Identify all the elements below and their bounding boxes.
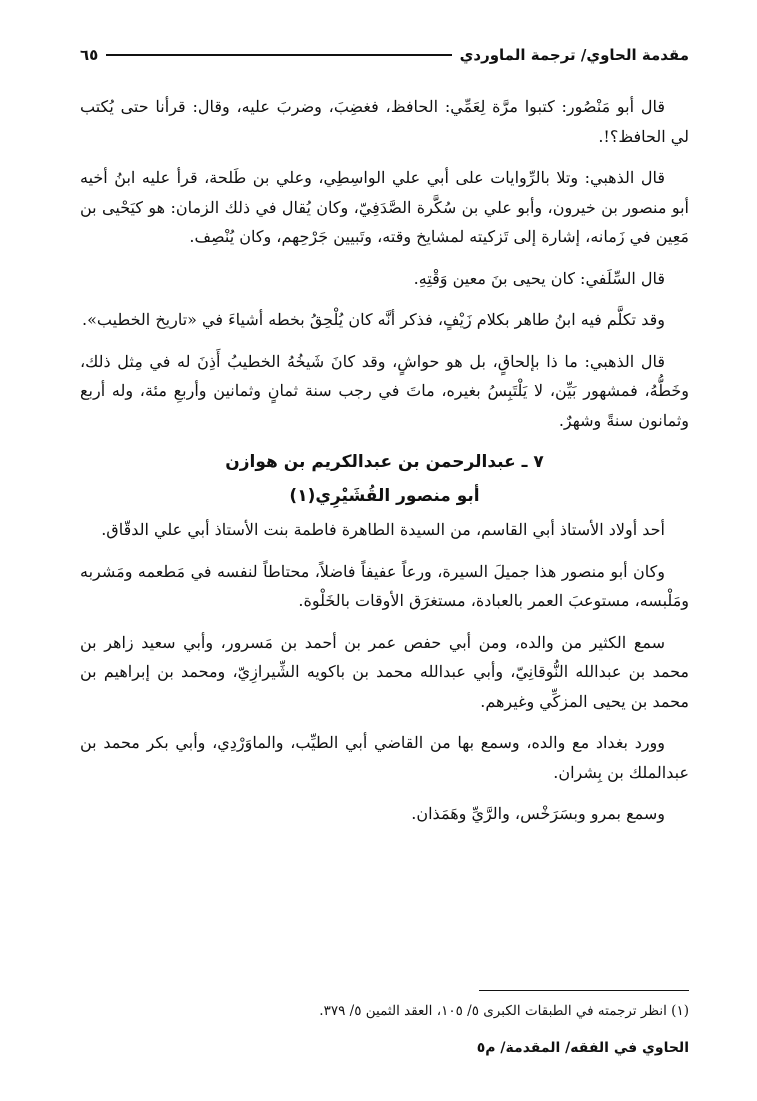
paragraph: سمع الكثير من والده، ومن أبي حفص عمر بن أحمد بن مَسرور، وأبي سعيد زاهر بن محمد بن عبدالله النُّوقانِيّ، وأبي عبدالله محمد بن باكويه الشِّيرازِيّ، ومحمد بن إبراهيم بن محمد بن يحيى المزكِّي وغيرهم.: [80, 632, 689, 711]
body-text: [80, 92, 689, 841]
paragraph: قال السِّلَفي: كان يحيى بنَ معين وَقْتِهِ.: [413, 268, 665, 288]
paragraph: أحد أولاد الأستاذ أبي القاسم، من السيدة الطاهرة فاطمة بنت الأستاذ أبي علي الدقّاق.: [101, 520, 665, 539]
running-header: [80, 40, 689, 70]
header-rule: [106, 54, 451, 56]
paragraph: قال الذهبي: ما ذا بإلحاقٍ، بل هو حواشٍ، وقد كانَ شَيخُهُ الخطيبُ أَذِنَ له في مِثل ذلك، وخَطُّهُ، فمشهور بَيِّن، لا يَلْتَبِسُ بغيره، ماتَ في رجب سنة ثمانٍ وثمانين وأربعِ مئة، وله أربع وثمانون سنةً وشهرٌ.: [80, 351, 689, 430]
paragraph: وسمع بمرو وبسَرَخْس، والرَّيِّ وهَمَذان.: [411, 804, 665, 823]
paragraph: قال أبو مَنْصُور: كتبوا مرَّة لِعَمِّي: الحافظ، فغضِبَ، وضربَ عليه، وقال: قرأنا حتى يُكتب لي الحافظ؟!.: [80, 97, 689, 146]
paragraph: وقد تكلَّم فيه ابنُ طاهر بكلام زَيْفٍ، فذكر أنَّه كان يُلْحِقُ بخطه أشياءَ في «تاريخ الخطيب».: [82, 310, 665, 329]
page-footer: الحاوي في الفقه/ المقدمة/ م٥: [476, 1040, 689, 1056]
section-heading-line2: أبو منصور القُشَيْرِي(١): [289, 486, 480, 506]
footnote: (١) انظر ترجمته في الطبقات الكبرى ٥/ ١٠٥، العقد الثمين ٥/ ٣٧٩.: [319, 1003, 689, 1019]
page-number: ٦٥: [80, 46, 99, 64]
section-heading-line1: ٧ ـ عبدالرحمن بن عبدالكريم بن هوازن: [225, 452, 544, 472]
header-title: مقدمة الحاوي/ ترجمة الماوردي: [459, 46, 689, 64]
paragraph: قال الذهبي: وتلا بالرِّوايات على أبي علي الواسِطِي، وعلي بن طَلحة، قرأ عليه ابنُ أخيه أبو منصور بن خيرون، وأبو علي بن سُكَّرة الصَّدَفِيّ، وكان يُقال في ذلك الزمان: هو كيَحْيى بن مَعِين في زَمانه، إشارة إلى تَزكيته لمشايخ وقته، وتَبيين جَرْحِهم، وكان يُنْصِف.: [80, 168, 689, 246]
paragraph: وورد بغداد مع والده، وسمع بها من القاضي أبي الطيِّب، والماوَرْدِي، وأبي بكر محمد بن عبدالملك بن بِشران.: [80, 733, 689, 782]
paragraph: وكان أبو منصور هذا جميلَ السيرة، ورعاً عفيفاً فاضلاً، محتاطاً لنفسه في مَطعمه ومَشربه ومَلْبسه، مستوعبَ العمر بالعبادة، مستغرَق الأوقات بالخَلْوة.: [80, 561, 689, 610]
footnote-rule: [479, 990, 689, 991]
